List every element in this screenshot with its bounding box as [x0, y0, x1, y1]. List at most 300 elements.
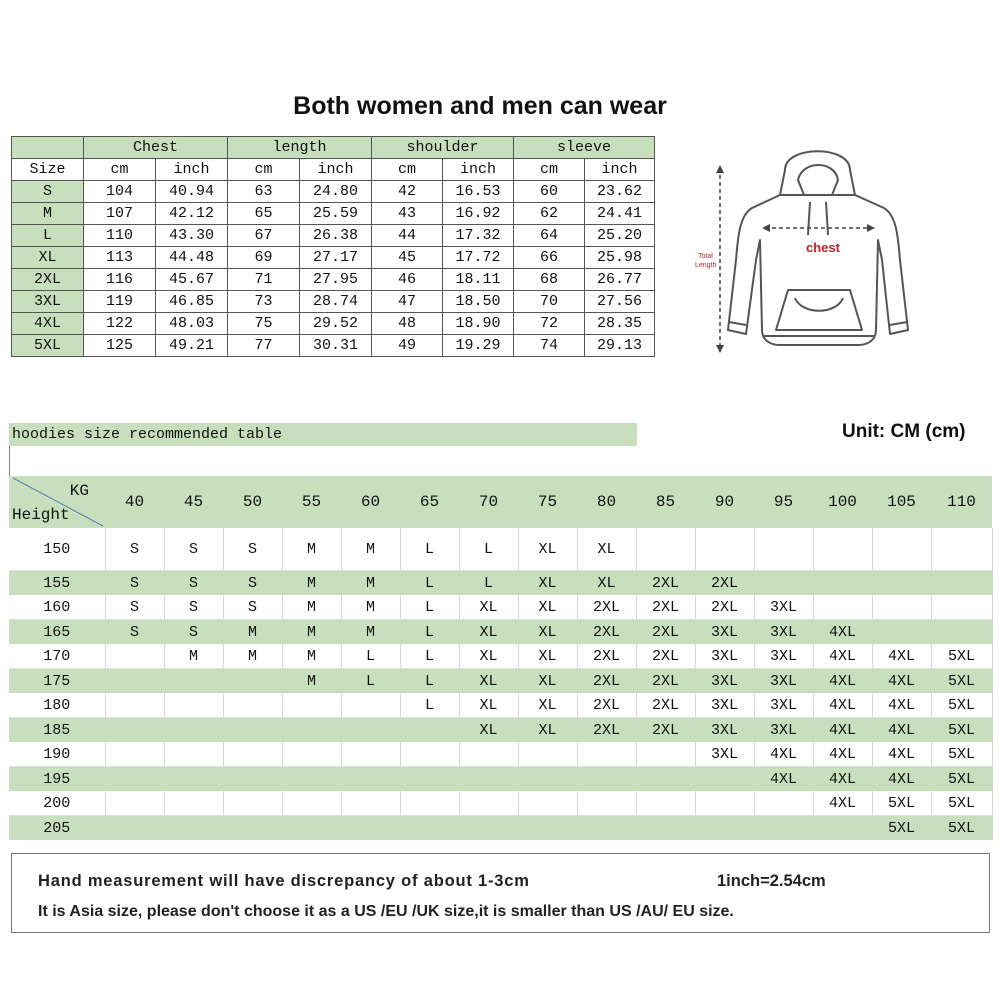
page-title: Both women and men can wear: [293, 92, 667, 120]
cell-chest-cm: 116: [84, 269, 156, 291]
size-recommendation-cell: [341, 693, 400, 718]
height-row: [9, 644, 992, 669]
cell-chest-cm: 125: [84, 335, 156, 357]
size-recommendation-cell: XL: [518, 693, 577, 718]
size-chart-row: [12, 313, 655, 335]
size-recommendation-cell: [695, 816, 754, 841]
size-recommendation-cell: XL: [518, 669, 577, 694]
size-recommendation-cell: 5XL: [931, 669, 992, 694]
size-recommendation-cell: 2XL: [695, 571, 754, 596]
size-recommendation-cell: 2XL: [636, 595, 695, 620]
size-recommendation-cell: L: [400, 595, 459, 620]
size-recommendation-cell: S: [105, 571, 164, 596]
size-recommendation-cell: 2XL: [577, 595, 636, 620]
cell-sleeve-inch: 25.98: [585, 247, 655, 269]
height-cell: 205: [9, 816, 105, 841]
cell-sleeve-cm: 74: [514, 335, 585, 357]
size-recommendation-cell: 4XL: [813, 767, 872, 792]
kg-label: KG: [69, 482, 89, 500]
cell-length-inch: 29.52: [300, 313, 372, 335]
size-recommendation-cell: M: [341, 571, 400, 596]
cell-sleeve-inch: 27.56: [585, 291, 655, 313]
size-recommendation-cell: [577, 791, 636, 816]
size-recommendation-cell: 2XL: [577, 620, 636, 645]
size-recommendation-cell: M: [282, 528, 341, 571]
size-recommendation-cell: 3XL: [695, 620, 754, 645]
size-recommendation-cell: XL: [518, 595, 577, 620]
size-recommendation-cell: 3XL: [695, 644, 754, 669]
size-recommendation-cell: [518, 767, 577, 792]
cell-chest-cm: 110: [84, 225, 156, 247]
divider: [9, 446, 10, 476]
cell-length-inch: 28.74: [300, 291, 372, 313]
size-recommendation-cell: 4XL: [754, 742, 813, 767]
height-cell: 200: [9, 791, 105, 816]
cell-sleeve-inch: 26.77: [585, 269, 655, 291]
size-recommendation-cell: L: [400, 644, 459, 669]
size-chart-table: [11, 136, 655, 357]
size-chart-unit-header: [12, 159, 655, 181]
size-recommendation-cell: 5XL: [872, 791, 931, 816]
size-recommendation-cell: M: [164, 644, 223, 669]
height-cell: 190: [9, 742, 105, 767]
size-recommendation-cell: L: [400, 693, 459, 718]
size-recommendation-cell: [636, 816, 695, 841]
size-recommendation-cell: 3XL: [754, 693, 813, 718]
cell-shoulder-cm: 45: [372, 247, 443, 269]
cell-length-inch: 27.95: [300, 269, 372, 291]
cell-length-cm: 67: [228, 225, 300, 247]
size-recommendation-cell: [341, 742, 400, 767]
cell-shoulder-inch: 19.29: [443, 335, 514, 357]
cell-sleeve-inch: 29.13: [585, 335, 655, 357]
size-recommendation-cell: L: [400, 571, 459, 596]
weight-header-cell: 65: [400, 476, 459, 528]
size-recommendation-cell: L: [400, 620, 459, 645]
size-recommendation-cell: 2XL: [636, 571, 695, 596]
size-chart-row: [12, 181, 655, 203]
size-recommendation-cell: [400, 816, 459, 841]
size-recommendation-cell: L: [341, 644, 400, 669]
size-recommendation-cell: [105, 742, 164, 767]
cell-length-cm: 65: [228, 203, 300, 225]
size-recommendation-cell: 3XL: [754, 669, 813, 694]
cell-chest-cm: 113: [84, 247, 156, 269]
cell-chest-cm: 119: [84, 291, 156, 313]
size-recommendation-cell: XL: [459, 669, 518, 694]
size-recommendation-cell: M: [282, 571, 341, 596]
size-recommendation-cell: [282, 742, 341, 767]
size-recommendation-cell: [223, 718, 282, 743]
cell-shoulder-cm: 48: [372, 313, 443, 335]
size-recommendation-cell: [518, 791, 577, 816]
size-recommendation-cell: [813, 528, 872, 571]
unit-cm: cm: [514, 159, 585, 181]
size-recommendation-cell: [164, 791, 223, 816]
size-chart-row: [12, 291, 655, 313]
group-header-sleeve: sleeve: [514, 137, 655, 159]
weight-header-cell: 105: [872, 476, 931, 528]
size-recommendation-cell: [459, 742, 518, 767]
height-cell: 185: [9, 718, 105, 743]
size-recommendation-cell: M: [223, 620, 282, 645]
size-recommendation-cell: XL: [518, 528, 577, 571]
size-recommendation-cell: 4XL: [813, 620, 872, 645]
size-recommendation-cell: [282, 767, 341, 792]
cell-shoulder-inch: 18.11: [443, 269, 514, 291]
cell-shoulder-cm: 49: [372, 335, 443, 357]
height-cell: 195: [9, 767, 105, 792]
size-recommendation-cell: [282, 693, 341, 718]
height-row: [9, 693, 992, 718]
size-chart-row: [12, 225, 655, 247]
size-recommendation-cell: [813, 816, 872, 841]
height-row: [9, 620, 992, 645]
cell-size: 4XL: [12, 313, 84, 335]
size-recommendation-cell: [459, 767, 518, 792]
size-recommendation-cell: 5XL: [931, 718, 992, 743]
size-column-header: Size: [12, 159, 84, 181]
size-recommendation-cell: 5XL: [931, 742, 992, 767]
height-row: [9, 742, 992, 767]
height-row: [9, 816, 992, 841]
size-recommendation-cell: 3XL: [695, 693, 754, 718]
group-header-length: length: [228, 137, 372, 159]
cell-sleeve-inch: 28.35: [585, 313, 655, 335]
size-recommendation-cell: 3XL: [695, 742, 754, 767]
height-cell: 150: [9, 528, 105, 571]
size-recommendation-cell: M: [282, 669, 341, 694]
unit-label: Unit: CM (cm): [842, 421, 966, 442]
cell-length-inch: 27.17: [300, 247, 372, 269]
measurement-note: Hand measurement will have discrepancy of about 1-3cm: [38, 872, 530, 890]
size-recommendation-cell: 5XL: [872, 816, 931, 841]
size-chart-row: [12, 247, 655, 269]
size-recommendation-cell: M: [282, 644, 341, 669]
size-recommendation-cell: [872, 571, 931, 596]
size-recommendation-cell: 4XL: [813, 693, 872, 718]
cell-length-cm: 73: [228, 291, 300, 313]
size-recommendation-cell: [164, 816, 223, 841]
size-recommendation-cell: 4XL: [813, 791, 872, 816]
size-recommendation-cell: 4XL: [872, 742, 931, 767]
size-recommendation-cell: L: [400, 528, 459, 571]
cell-shoulder-inch: 18.90: [443, 313, 514, 335]
size-recommendation-cell: [223, 816, 282, 841]
size-recommendation-cell: M: [341, 595, 400, 620]
recommended-size-table: [9, 476, 993, 840]
size-recommendation-cell: 3XL: [695, 718, 754, 743]
size-recommendation-cell: 4XL: [813, 669, 872, 694]
size-recommendation-cell: 2XL: [636, 718, 695, 743]
cell-sleeve-cm: 72: [514, 313, 585, 335]
cell-chest-cm: 122: [84, 313, 156, 335]
height-row: [9, 718, 992, 743]
size-recommendation-cell: XL: [518, 644, 577, 669]
size-chart-row: [12, 269, 655, 291]
size-recommendation-cell: [164, 669, 223, 694]
size-recommendation-cell: [459, 791, 518, 816]
size-recommendation-cell: [105, 693, 164, 718]
weight-header-cell: 80: [577, 476, 636, 528]
cell-length-inch: 24.80: [300, 181, 372, 203]
cell-sleeve-cm: 62: [514, 203, 585, 225]
unit-inch: inch: [156, 159, 228, 181]
cell-size: XL: [12, 247, 84, 269]
size-recommendation-cell: [341, 791, 400, 816]
size-recommendation-cell: 4XL: [872, 669, 931, 694]
size-recommendation-cell: 4XL: [872, 718, 931, 743]
size-recommendation-cell: XL: [459, 718, 518, 743]
unit-inch: inch: [443, 159, 514, 181]
cell-length-cm: 71: [228, 269, 300, 291]
cell-shoulder-inch: 17.72: [443, 247, 514, 269]
size-recommendation-cell: L: [459, 528, 518, 571]
height-label: Height: [12, 506, 70, 524]
cell-shoulder-cm: 42: [372, 181, 443, 203]
cell-size: S: [12, 181, 84, 203]
weight-header-cell: 110: [931, 476, 992, 528]
weight-header-cell: 55: [282, 476, 341, 528]
cell-shoulder-inch: 18.50: [443, 291, 514, 313]
height-cell: 175: [9, 669, 105, 694]
total-length-label-line2: Length: [695, 262, 717, 269]
size-recommendation-cell: XL: [459, 693, 518, 718]
cell-chest-inch: 46.85: [156, 291, 228, 313]
size-recommendation-cell: [282, 718, 341, 743]
size-recommendation-cell: [341, 767, 400, 792]
size-recommendation-cell: 3XL: [754, 595, 813, 620]
unit-cm: cm: [84, 159, 156, 181]
size-recommendation-cell: 2XL: [577, 669, 636, 694]
size-recommendation-cell: [164, 742, 223, 767]
size-recommendation-cell: [223, 693, 282, 718]
cell-size: 2XL: [12, 269, 84, 291]
size-recommendation-cell: 3XL: [754, 644, 813, 669]
size-recommendation-cell: [223, 669, 282, 694]
cell-chest-inch: 48.03: [156, 313, 228, 335]
size-recommendation-cell: 5XL: [931, 791, 992, 816]
cell-chest-inch: 45.67: [156, 269, 228, 291]
height-cell: 180: [9, 693, 105, 718]
size-recommendation-cell: 5XL: [931, 693, 992, 718]
size-recommendation-cell: [518, 816, 577, 841]
size-recommendation-cell: [105, 791, 164, 816]
cell-length-cm: 69: [228, 247, 300, 269]
height-row: [9, 791, 992, 816]
size-recommendation-cell: S: [223, 595, 282, 620]
size-recommendation-cell: XL: [459, 644, 518, 669]
size-recommendation-cell: 4XL: [813, 718, 872, 743]
cell-shoulder-cm: 43: [372, 203, 443, 225]
size-recommendation-cell: [164, 767, 223, 792]
size-recommendation-cell: [223, 742, 282, 767]
size-recommendation-cell: [931, 620, 992, 645]
size-recommendation-cell: 4XL: [754, 767, 813, 792]
weight-header-cell: 90: [695, 476, 754, 528]
size-chart-row: [12, 335, 655, 357]
cell-shoulder-inch: 16.92: [443, 203, 514, 225]
size-recommendation-cell: [931, 571, 992, 596]
size-recommendation-cell: [754, 791, 813, 816]
cell-chest-cm: 107: [84, 203, 156, 225]
cell-chest-cm: 104: [84, 181, 156, 203]
cell-sleeve-inch: 25.20: [585, 225, 655, 247]
size-recommendation-cell: 4XL: [813, 742, 872, 767]
size-recommendation-cell: [636, 791, 695, 816]
weight-header-cell: 40: [105, 476, 164, 528]
weight-header-row: [9, 476, 992, 528]
size-recommendation-cell: S: [223, 571, 282, 596]
size-recommendation-cell: S: [164, 620, 223, 645]
size-chart-row: [12, 203, 655, 225]
size-recommendation-cell: 2XL: [577, 693, 636, 718]
conversion-note: 1inch=2.54cm: [717, 872, 826, 890]
size-recommendation-cell: S: [164, 595, 223, 620]
size-recommendation-cell: XL: [577, 571, 636, 596]
size-recommendation-cell: [931, 528, 992, 571]
cell-shoulder-inch: 16.53: [443, 181, 514, 203]
size-recommendation-cell: [400, 767, 459, 792]
size-recommendation-cell: S: [105, 620, 164, 645]
size-recommendation-cell: L: [400, 669, 459, 694]
cell-sleeve-cm: 68: [514, 269, 585, 291]
size-recommendation-cell: 2XL: [577, 718, 636, 743]
cell-sleeve-cm: 66: [514, 247, 585, 269]
size-recommendation-cell: [577, 816, 636, 841]
size-recommendation-cell: 5XL: [931, 816, 992, 841]
height-row: [9, 571, 992, 596]
size-recommendation-cell: [282, 791, 341, 816]
size-recommendation-cell: 5XL: [931, 644, 992, 669]
height-row: [9, 595, 992, 620]
size-recommendation-cell: [636, 767, 695, 792]
cell-length-inch: 26.38: [300, 225, 372, 247]
cell-shoulder-cm: 44: [372, 225, 443, 247]
size-recommendation-cell: XL: [518, 571, 577, 596]
size-recommendation-cell: 4XL: [872, 644, 931, 669]
size-recommendation-cell: XL: [459, 595, 518, 620]
size-recommendation-cell: [341, 816, 400, 841]
cell-size: 5XL: [12, 335, 84, 357]
size-recommendation-cell: [695, 528, 754, 571]
size-recommendation-cell: 2XL: [636, 693, 695, 718]
size-recommendation-cell: [813, 571, 872, 596]
size-recommendation-cell: M: [282, 620, 341, 645]
cell-sleeve-cm: 60: [514, 181, 585, 203]
size-recommendation-cell: [872, 528, 931, 571]
cell-shoulder-inch: 17.32: [443, 225, 514, 247]
weight-header-cell: 50: [223, 476, 282, 528]
weight-header-cell: 60: [341, 476, 400, 528]
group-header-shoulder: shoulder: [372, 137, 514, 159]
size-recommendation-cell: [105, 669, 164, 694]
size-recommendation-cell: [164, 693, 223, 718]
size-recommendation-cell: 3XL: [695, 669, 754, 694]
size-recommendation-cell: L: [459, 571, 518, 596]
size-recommendation-cell: M: [223, 644, 282, 669]
height-row: [9, 767, 992, 792]
size-recommendation-cell: [105, 718, 164, 743]
weight-header-cell: 85: [636, 476, 695, 528]
size-recommendation-cell: 3XL: [754, 620, 813, 645]
size-recommendation-cell: [223, 767, 282, 792]
height-cell: 160: [9, 595, 105, 620]
size-recommendation-cell: 4XL: [872, 693, 931, 718]
size-recommendation-cell: [577, 767, 636, 792]
size-recommendation-cell: M: [341, 620, 400, 645]
group-header-chest: Chest: [84, 137, 228, 159]
recommended-table-caption: hoodies size recommended table: [9, 423, 637, 446]
size-recommendation-cell: [105, 816, 164, 841]
size-recommendation-cell: 4XL: [872, 767, 931, 792]
unit-cm: cm: [372, 159, 443, 181]
size-recommendation-cell: XL: [518, 620, 577, 645]
cell-shoulder-cm: 47: [372, 291, 443, 313]
size-recommendation-cell: S: [164, 571, 223, 596]
cell-shoulder-cm: 46: [372, 269, 443, 291]
cell-length-cm: 75: [228, 313, 300, 335]
size-recommendation-cell: S: [105, 528, 164, 571]
size-recommendation-cell: [459, 816, 518, 841]
cell-length-inch: 30.31: [300, 335, 372, 357]
size-recommendation-cell: M: [282, 595, 341, 620]
cell-size: M: [12, 203, 84, 225]
height-row: [9, 528, 992, 571]
weight-header-cell: 45: [164, 476, 223, 528]
size-recommendation-cell: 3XL: [754, 718, 813, 743]
size-recommendation-cell: 2XL: [577, 644, 636, 669]
size-recommendation-cell: 2XL: [695, 595, 754, 620]
size-recommendation-cell: [695, 791, 754, 816]
size-recommendation-cell: [636, 528, 695, 571]
size-recommendation-cell: [400, 718, 459, 743]
size-recommendation-cell: [164, 718, 223, 743]
size-recommendation-cell: M: [341, 528, 400, 571]
cell-length-inch: 25.59: [300, 203, 372, 225]
height-cell: 170: [9, 644, 105, 669]
size-recommendation-cell: [223, 791, 282, 816]
size-recommendation-cell: 4XL: [813, 644, 872, 669]
size-recommendation-cell: [931, 595, 992, 620]
size-recommendation-cell: [695, 767, 754, 792]
size-recommendation-cell: [577, 742, 636, 767]
corner-header-cell: [9, 476, 105, 528]
height-cell: 155: [9, 571, 105, 596]
cell-size: L: [12, 225, 84, 247]
size-recommendation-cell: 2XL: [636, 620, 695, 645]
size-recommendation-cell: XL: [459, 620, 518, 645]
cell-chest-inch: 42.12: [156, 203, 228, 225]
height-row: [9, 669, 992, 694]
length-arrow-up-icon: [716, 165, 724, 173]
cell-sleeve-cm: 64: [514, 225, 585, 247]
size-chart-group-header: [12, 137, 655, 159]
hoodie-diagram: [690, 140, 935, 365]
size-recommendation-cell: XL: [518, 718, 577, 743]
cell-chest-inch: 49.21: [156, 335, 228, 357]
height-cell: 165: [9, 620, 105, 645]
cell-chest-inch: 44.48: [156, 247, 228, 269]
weight-header-cell: 70: [459, 476, 518, 528]
cell-sleeve-inch: 24.41: [585, 203, 655, 225]
notes-box: [11, 853, 990, 933]
chest-label: chest: [806, 240, 840, 255]
size-recommendation-cell: [754, 816, 813, 841]
size-recommendation-cell: [105, 767, 164, 792]
total-length-label-line1: Total: [698, 253, 713, 260]
unit-cm: cm: [228, 159, 300, 181]
